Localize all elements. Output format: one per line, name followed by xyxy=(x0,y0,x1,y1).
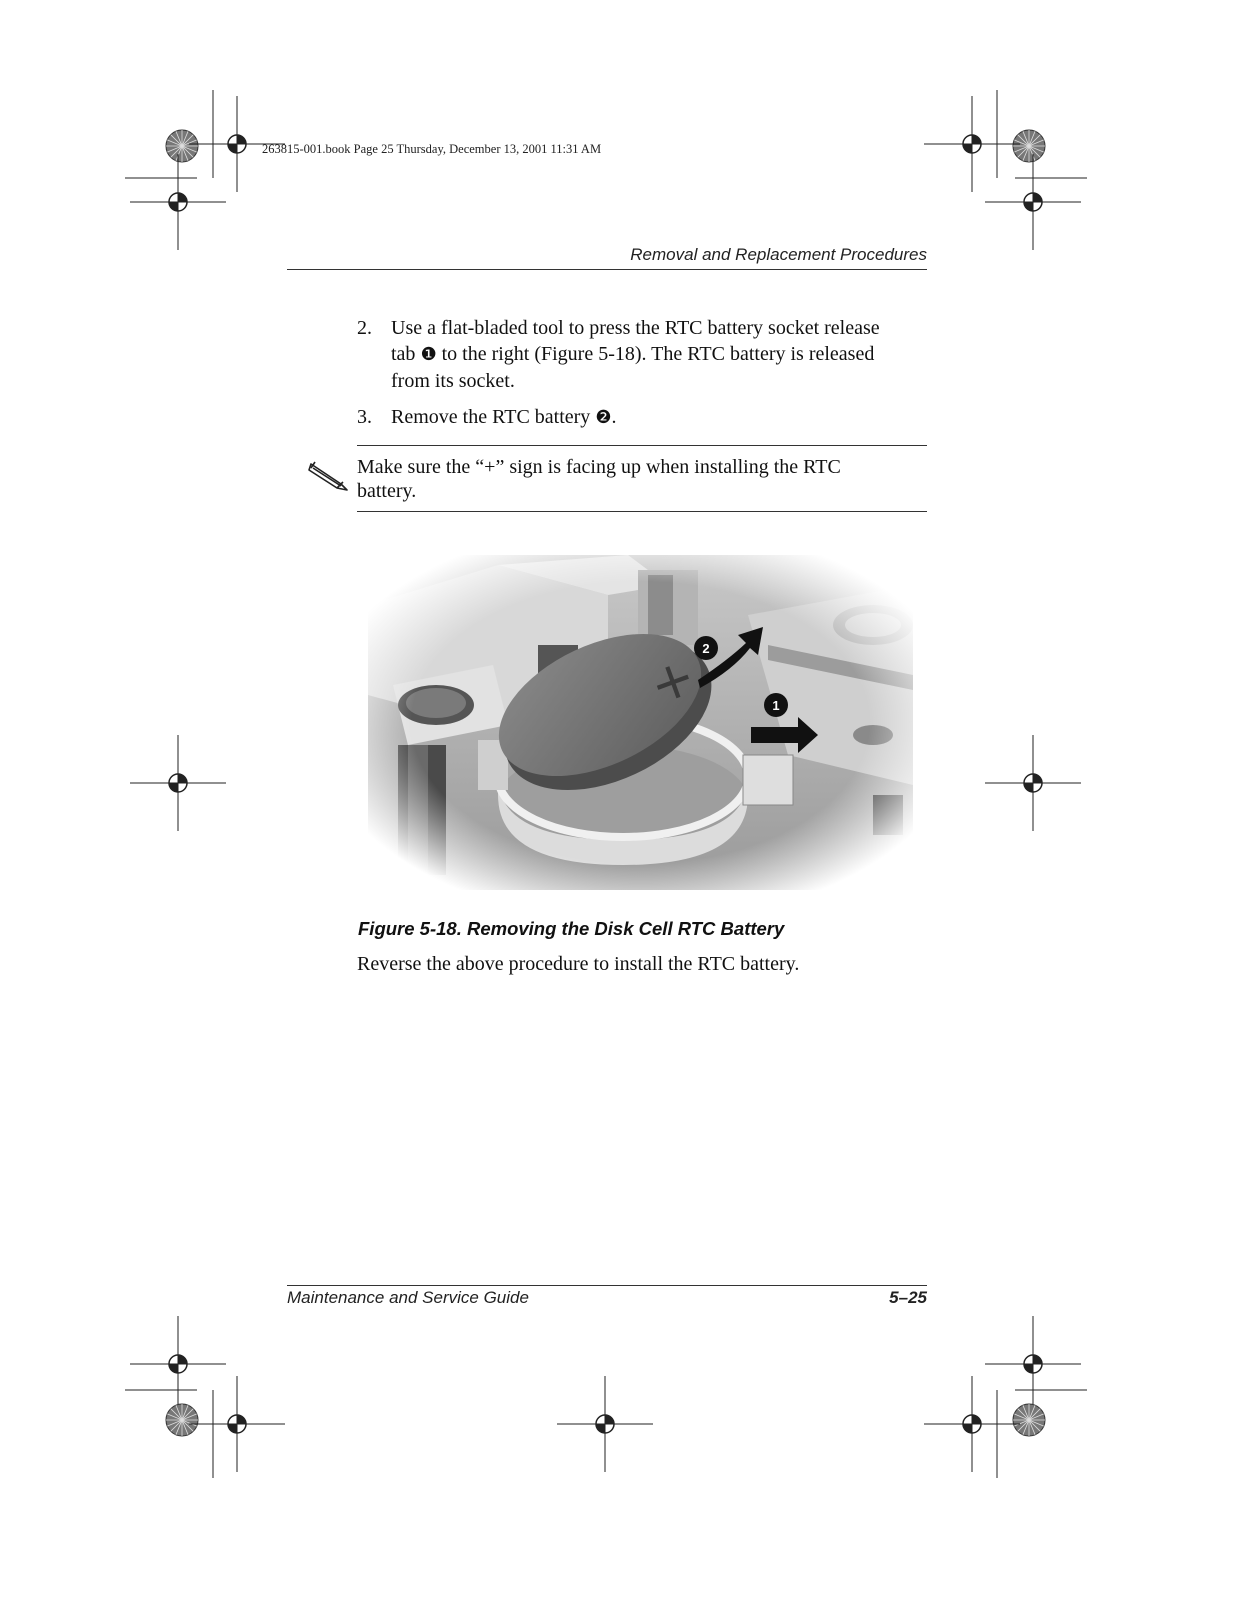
note-bottom-rule xyxy=(357,511,927,512)
step-number: 2. xyxy=(357,317,372,339)
running-header: Removal and Replacement Procedures xyxy=(630,245,927,264)
figure-caption: Figure 5-18. Removing the Disk Cell RTC Battery xyxy=(358,918,785,939)
step-text xyxy=(391,315,880,394)
pencil-note-icon xyxy=(307,458,353,494)
footer-rule xyxy=(287,1285,927,1286)
note-line: Make sure the “+” sign is facing up when installing the RTC xyxy=(357,456,841,478)
callout-2-icon: ❷ xyxy=(595,407,612,428)
step-line-prefix: tab xyxy=(391,343,416,365)
callout-1-icon: ❶ xyxy=(420,344,437,365)
note-text xyxy=(357,455,937,503)
rtc-battery-figure xyxy=(368,555,913,890)
step-line: Use a flat-bladed tool to press the RTC battery socket release xyxy=(391,317,880,339)
step-suffix: . xyxy=(611,406,617,428)
print-slug: 263815-001.book Page 25 Thursday, December 13, 2001 11:31 AM xyxy=(262,142,602,156)
step-line-rest: to the right (Figure 5-18). The RTC battery is released xyxy=(441,343,875,365)
step-text xyxy=(391,404,616,431)
step-line xyxy=(391,341,880,368)
step-2 xyxy=(357,315,937,395)
note-top-rule xyxy=(357,445,927,446)
step-3 xyxy=(357,404,937,432)
footer-guide-title: Maintenance and Service Guide xyxy=(287,1288,529,1307)
step-number: 3. xyxy=(357,406,372,428)
note-line: battery. xyxy=(357,480,417,502)
header-rule xyxy=(287,269,927,270)
body-paragraph: Reverse the above procedure to install the RTC battery. xyxy=(357,953,800,975)
page-number: 5–25 xyxy=(889,1288,927,1307)
step-line: Remove the RTC battery xyxy=(391,406,591,428)
step-line: from its socket. xyxy=(391,370,515,392)
